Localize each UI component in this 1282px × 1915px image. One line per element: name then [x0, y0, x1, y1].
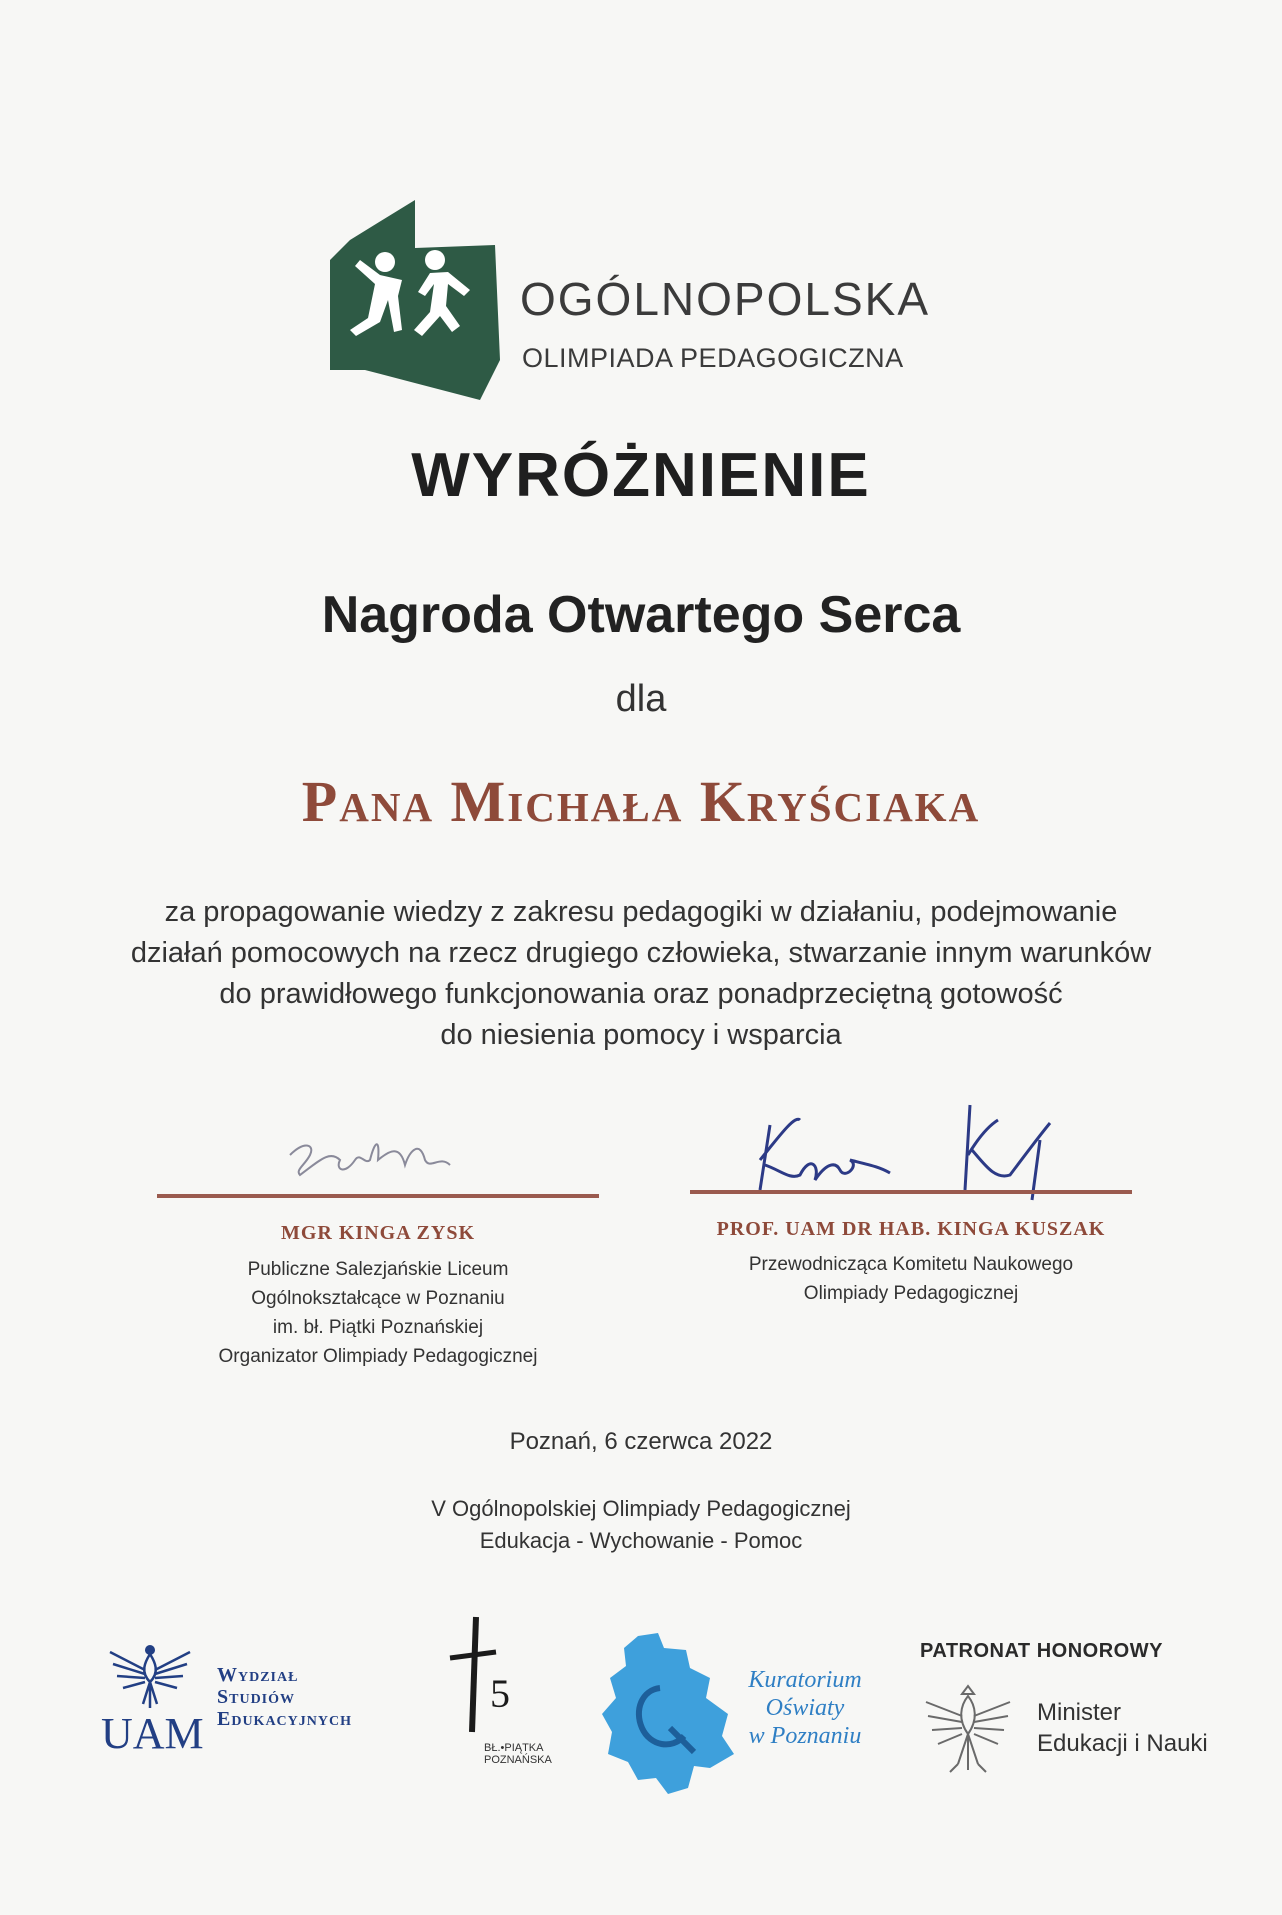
region-map-icon: [598, 1628, 738, 1798]
left-desc-line: im. bł. Piątki Poznańskiej: [272, 1317, 484, 1338]
right-desc-line: Przewodnicząca Komitetu Naukowego: [748, 1254, 1074, 1275]
recipient-name: Pana Michała Kryściaka: [301, 769, 981, 834]
kuratorium-line: Kuratorium: [748, 1667, 862, 1693]
right-signature-icon: [740, 1095, 1070, 1205]
left-signature-line: [157, 1194, 599, 1198]
uam-line: Edukacyjnych: [217, 1708, 353, 1730]
left-desc-line: Ogólnokształcące w Poznaniu: [251, 1288, 505, 1309]
olympiad-info: [0, 1493, 1282, 1557]
olympiad-line: Edukacja - Wychowanie - Pomoc: [479, 1528, 803, 1553]
minister-line: Edukacji i Nauki: [1037, 1730, 1208, 1757]
left-desc-line: Publiczne Salezjańskie Liceum: [247, 1259, 509, 1280]
reason-line: za propagowanie wiedzy z zakresu pedagogiki w działaniu, podejmowanie: [164, 896, 1118, 928]
place-date: Poznań, 6 czerwca 2022: [509, 1428, 773, 1455]
right-signatory-name: PROF. UAM DR HAB. KINGA KUSZAK: [716, 1218, 1106, 1240]
for-word: dla: [615, 678, 667, 720]
left-desc-line: Organizator Olimpiady Pedagogicznej: [218, 1346, 538, 1367]
award-title: WYRÓŻNIENIE: [411, 441, 871, 510]
prize-name: Nagroda Otwartego Serca: [321, 586, 961, 644]
piatka-line: POZNAŃSKA: [484, 1754, 552, 1766]
right-desc-line: Olimpiady Pedagogicznej: [803, 1283, 1019, 1304]
uam-line: Wydział: [217, 1664, 299, 1686]
patronat-title: PATRONAT HONOROWY: [920, 1640, 1163, 1662]
left-signatory-description: [150, 1255, 606, 1371]
minister-line: Minister: [1037, 1699, 1122, 1726]
polish-eagle-icon: [918, 1680, 1018, 1780]
kuratorium-name: [730, 1666, 880, 1750]
logo-subtitle: OLIMPIADA PEDAGOGICZNA: [522, 343, 904, 373]
right-signature-line: [690, 1190, 1132, 1194]
olympiad-logo-icon: [330, 200, 500, 400]
kuratorium-line: Oświaty: [765, 1695, 845, 1721]
left-signatory-name: MGR KINGA ZYSK: [280, 1222, 476, 1244]
uam-faculty-name: [217, 1664, 352, 1730]
piatka-number: 5: [490, 1671, 510, 1716]
reason-line: do niesienia pomocy i wsparcia: [440, 1019, 842, 1051]
reason-line: działań pomocowych na rzecz drugiego człowieka, stwarzanie innym warunków: [130, 937, 1152, 969]
piatka-caption: [484, 1742, 552, 1766]
right-signatory-description: [690, 1250, 1132, 1308]
uam-monogram: UAM: [101, 1709, 204, 1758]
uam-eagle-icon: [105, 1642, 195, 1714]
left-signature-icon: [280, 1130, 460, 1190]
logo-title: OGÓLNOPOLSKA: [520, 273, 931, 325]
olympiad-line: V Ogólnopolskiej Olimpiady Pedagogicznej: [431, 1496, 851, 1521]
uam-line: Studiów: [217, 1686, 296, 1708]
piatka-line: BŁ.•PIĄTKA: [484, 1742, 544, 1754]
reason-line: do prawidłowego funkcjonowania oraz ponadprzeciętną gotowość: [219, 978, 1063, 1010]
award-reason: [0, 892, 1282, 1056]
minister-name: [1037, 1697, 1208, 1759]
kuratorium-line: w Poznaniu: [748, 1723, 862, 1749]
